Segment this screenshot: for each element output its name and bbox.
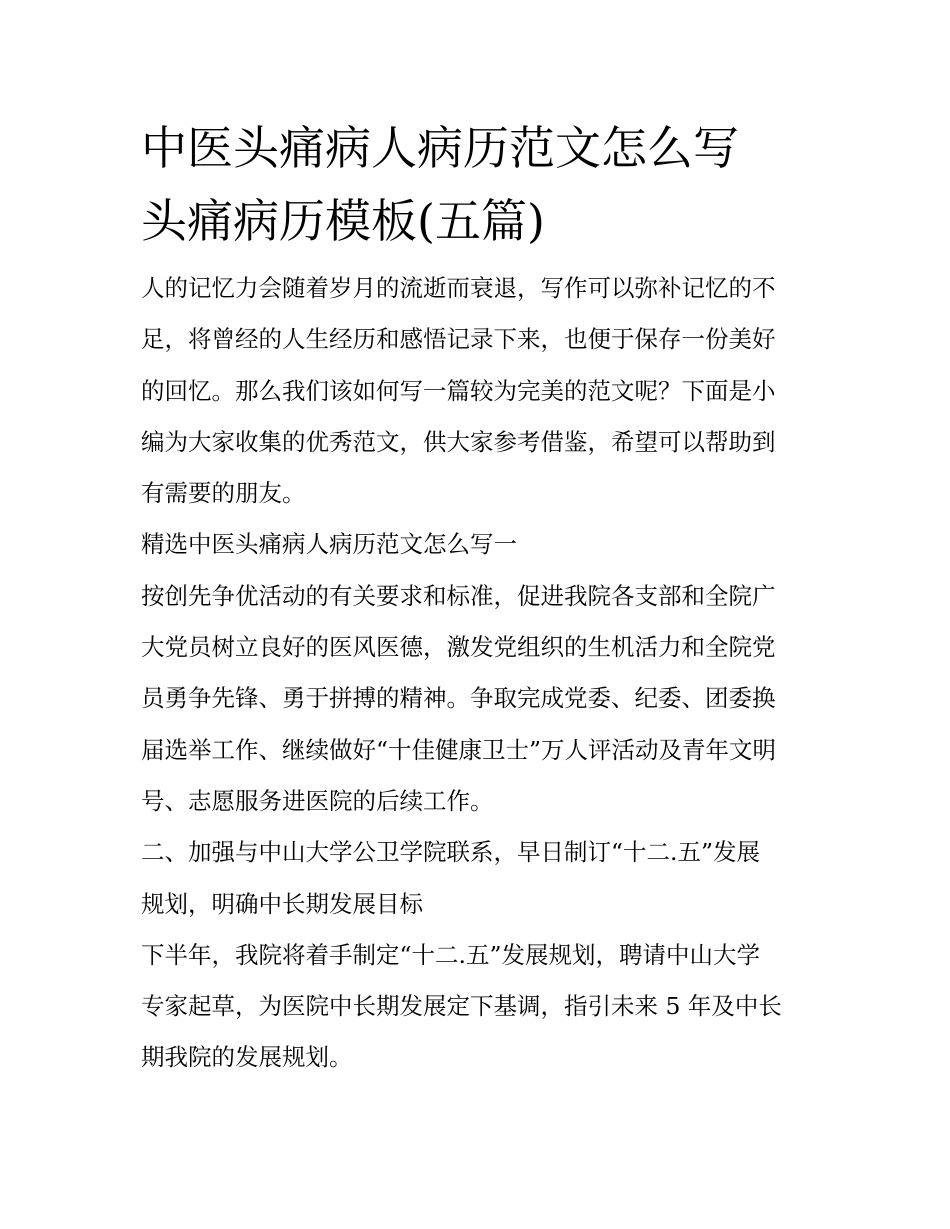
- text-line: 按创先争优活动的有关要求和标准，促进我院各支部和全院广: [141, 581, 776, 610]
- text-line: 二、加强与中山大学公卫学院联系，早日制订“十二.五”发展: [141, 838, 760, 867]
- text-line: 有需要的朋友。: [141, 479, 306, 508]
- text-line: 号、志愿服务进医院的后续工作。: [141, 786, 494, 815]
- text-line: 精选中医头痛病人病历范文怎么写一: [141, 530, 517, 559]
- text-line: 人的记忆力会随着岁月的流逝而衰退，写作可以弥补记忆的不: [141, 274, 776, 302]
- text-line: 员勇争先锋、勇于拼搏的精神。争取完成党委、纪委、团委换: [141, 684, 776, 713]
- document-body: [141, 263, 813, 1084]
- body-paragraph: [141, 930, 813, 1084]
- text-line: 大党员树立良好的医风医德，激发党组织的生机活力和全院党: [141, 633, 776, 662]
- text-line: 期我院的发展规划。: [141, 1043, 353, 1072]
- subsection-heading: [141, 827, 813, 930]
- title-line: 头痛病历模板(五篇): [141, 194, 545, 248]
- title-line: 中医头痛病人病历范文怎么写: [141, 121, 739, 175]
- text-line: 足，将曾经的人生经历和感悟记录下来，也便于保存一份美好: [141, 325, 776, 354]
- document-title: [141, 112, 813, 258]
- text-line: 的回忆。那么我们该如何写一篇较为完美的范文呢？下面是小: [141, 376, 776, 405]
- text-line: 专家起草，为医院中长期发展定下基调，指引未来 5 年及中长: [141, 992, 782, 1021]
- text-line: 下半年，我院将着手制定“十二.五”发展规划，聘请中山大学: [141, 940, 760, 969]
- text-line: 编为大家收集的优秀范文，供大家参考借鉴，希望可以帮助到: [141, 427, 776, 456]
- text-line: 规划，明确中长期发展目标: [141, 889, 423, 918]
- document-content: [141, 112, 813, 1084]
- intro-paragraph: [141, 263, 813, 519]
- text-line: 届选举工作、继续做好“十佳健康卫士”万人评活动及青年文明: [141, 735, 777, 764]
- section-heading: [141, 519, 813, 570]
- body-paragraph: [141, 571, 813, 827]
